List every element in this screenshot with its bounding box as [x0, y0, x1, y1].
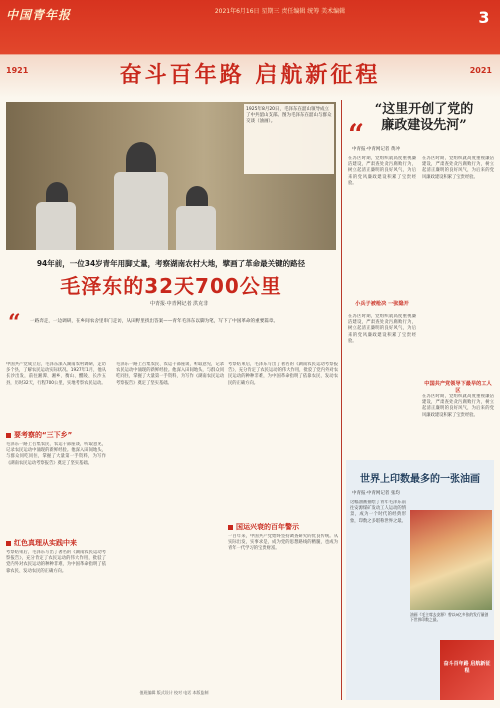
side-column-2: 在苏区时期，党组织就高度重视廉洁建设，严肃查处贪污腐败行为，树立起清正廉明的良好风气，为后来的党风廉政建设积累了宝贵经验。 — [422, 156, 494, 180]
main-column-3: 考察结束后，毛泽东写出了著名的《湖南农民运动考察报告》，充分肯定了农民运动的伟大作用，批驳了党内外对农民运动的种种非难，为中国革命指明了依靠农民、发动农民的正确方向。 — [228, 362, 338, 386]
side-column-1b: 在苏区时期，党组织就高度重视廉洁建设，严肃查处贪污腐败行为，树立起清正廉明的良好风气，为后来的党风廉政建设积累了宝贵经验。 — [348, 314, 416, 344]
square-bullet-icon — [228, 525, 233, 530]
side-column-2b: 在苏区时期，党组织就高度重视廉洁建设，严肃查处贪污腐败行为，树立起清正廉明的良好风气，为后来的党风廉政建设积累了宝贵经验。 — [422, 394, 494, 418]
page-number: 3 — [478, 8, 490, 27]
year-right: 2021 — [469, 66, 492, 75]
square-bullet-icon — [6, 541, 11, 546]
side-headline-line2: 廉政建设先河” — [381, 118, 467, 133]
photo-figure-body — [114, 172, 168, 250]
main-headline: 毛泽东的32天700公里 — [60, 274, 282, 298]
page-footer: 值班编辑 版式设计 校对 电话 本版监制 — [139, 690, 209, 695]
quote-icon: “ — [8, 310, 21, 336]
main-column-2: 毛泽东一路上召集农民、农运干部座谈，听取意见，记录农民运动中涌现的新鲜经验。他深入田间地头，与群众同吃同住，掌握了大量第一手资料，为写作《湖南农民运动考察报告》奠定了坚实基础。 — [116, 362, 224, 386]
photo-caption: 1925年8月20日，毛泽东在韶山领导成立了中共韶山支部。图为毛泽东在韶山与群众交谈（油画）。 — [244, 104, 334, 174]
main-column-3b: 一百年来，中国共产党始终坚持调查研究的优良传统。从实际出发，实事求是，成为党的思想路线的精髓，也成为青年一代学习的宝贵财富。 — [228, 534, 338, 552]
feature-headline: 世界上印数最多的一张油画 — [360, 474, 480, 485]
side-column-1: 在苏区时期，党组织就高度重视廉洁建设，严肃查处贪污腐败行为，树立起清正廉明的良好风气，为后来的党风廉政建设积累了宝贵经验。 — [348, 156, 416, 186]
side-byline: 中青报·中青网记者 黄冲 — [352, 147, 400, 152]
feature-column: 这幅油画描绘了青年毛泽东前往安源煤矿发动工人运动的情景，成为一个时代的经典形象，印数之多堪称世界之最。 — [350, 500, 406, 524]
main-column-1b: 毛泽东一路上召集农民、农运干部座谈，听取意见，记录农民运动中涌现的新鲜经验。他深入田间地头，与群众同吃同住，掌握了大量第一手资料，为写作《湖南农民运动考察报告》奠定了坚实基础。 — [6, 442, 106, 466]
main-column-1: 中国共产党成立后，毛泽东深入湖南农村调研，走访多个县，了解农民运动实际状况。1927年1月，他从长沙出发，前往湘潭、湘乡、衡山、醴陵、长沙五县，历时32天，行程700公里，实地考察农民运动。 — [6, 362, 106, 386]
side-subhead-2: 中国共产党领导下最早的工人区 — [424, 381, 492, 394]
photo-figure-body — [176, 206, 216, 250]
side-quote-icon: “ — [348, 118, 365, 151]
column-divider — [341, 100, 342, 700]
photo-figure — [126, 142, 156, 176]
masthead — [0, 0, 500, 98]
subhead-1 — [6, 430, 72, 440]
feature-painting — [410, 510, 492, 610]
main-byline: 中青报·中青网记者 洪克非 — [150, 301, 209, 307]
side-subhead-1: 小兵子被枪决 一张隐开 — [355, 301, 409, 307]
painting-caption: 油画《毛主席去安源》曾以9亿多张的发行量创下世界印数之最。 — [410, 612, 489, 622]
page-slogan: 奋斗百年路 启航新征程 — [119, 63, 381, 88]
side-headline-line1: “这里开创了党的 — [374, 102, 474, 117]
feature-byline: 中青报·中青网记者 张均 — [352, 491, 400, 496]
subhead-2-text: 红色真理从实践中来 — [14, 539, 77, 547]
stamp-text: 奋斗百年路 启航新征程 — [443, 661, 491, 674]
subhead-3-text: 国运兴衰的百年警示 — [236, 523, 299, 531]
subhead-1-text: 要考察的“三下乡” — [14, 431, 73, 439]
masthead-logo: 中国青年报 — [6, 8, 72, 22]
main-column-1c: 考察结束后，毛泽东写出了著名的《湖南农民运动考察报告》，充分肯定了农民运动的伟大作用，批驳了党内外对农民运动的种种非难，为中国革命指明了依靠农民、发动农民的正确方向。 — [6, 550, 106, 574]
masthead-date: 2021年6月16日 星期三 责任编辑 统筹 美术编辑 — [214, 8, 346, 15]
square-bullet-icon — [6, 433, 11, 438]
main-kicker: 94年前，一位34岁青年用脚丈量，考察湖南农村大地，擘画了革命最关键的路径 — [36, 259, 306, 268]
subhead-3 — [228, 522, 299, 532]
photo-figure-body — [36, 202, 76, 250]
main-lead: 一路奔走，一边调研，在乡间农舍里串门走访，从田野里找出答案——青年毛泽东以脚为笔，写下了中国革命的重要篇章。 — [30, 319, 279, 324]
side-headline — [356, 102, 492, 134]
subhead-2 — [6, 538, 77, 548]
year-left: 1921 — [6, 66, 29, 75]
